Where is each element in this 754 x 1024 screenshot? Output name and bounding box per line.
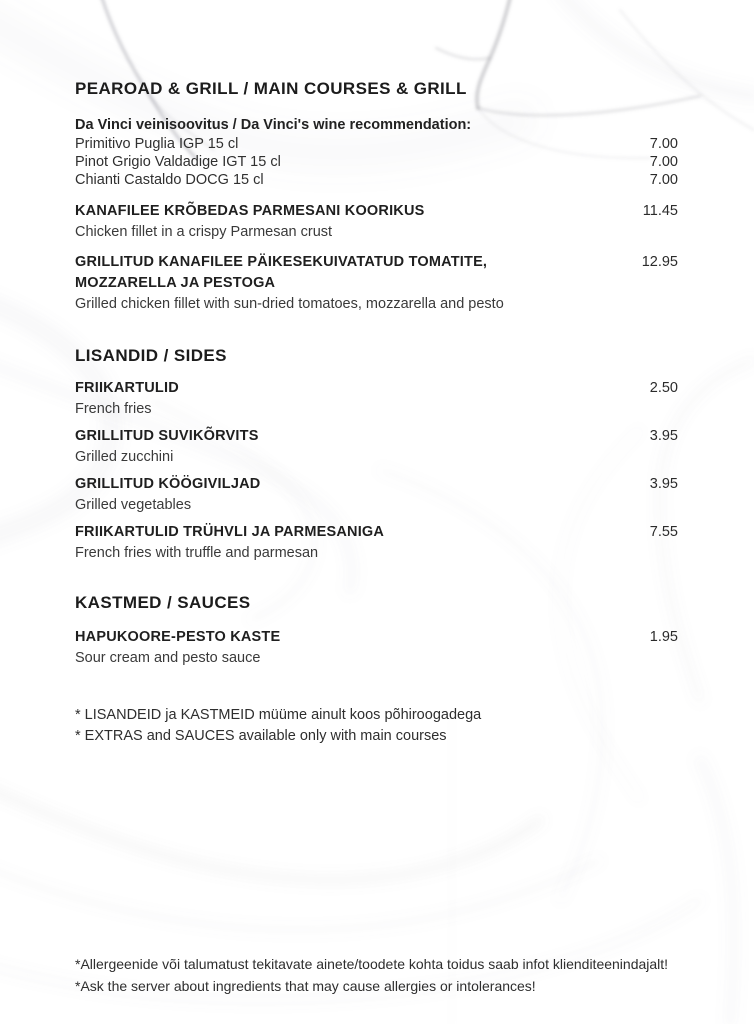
menu-item-header (75, 474, 678, 495)
wine-item-row (75, 171, 678, 189)
menu-item-header (75, 201, 678, 222)
menu-item-name: HAPUKOORE-PESTO KASTE (75, 629, 281, 645)
menu-item-price: 2.50 (649, 380, 678, 396)
extras-note-estonian: * LISANDEID ja KASTMEID müüme ainult koos põhiroogadega (75, 707, 482, 723)
menu-item-price: 1.95 (649, 629, 678, 645)
menu-item (75, 474, 678, 516)
menu-item-description: Sour cream and pesto sauce (75, 650, 261, 666)
menu-item-description: French fries with truffle and parmesan (75, 545, 319, 561)
allergy-note-english: *Ask the server about ingredients that may cause allergies or intolerances! (75, 978, 536, 994)
menu-item (75, 627, 678, 669)
section-title-sides: LISANDID / SIDES (75, 346, 227, 365)
menu-item-header (75, 378, 678, 399)
wine-item-name: Primitivo Puglia IGP 15 cl (75, 136, 239, 152)
menu-item (75, 426, 678, 468)
wine-item-name: Pinot Grigio Valdadige IGT 15 cl (75, 154, 281, 170)
menu-item (75, 522, 678, 564)
menu-content (75, 79, 678, 997)
menu-item-header (75, 627, 678, 648)
menu-item-description: Grilled zucchini (75, 449, 174, 465)
allergy-note-estonian: *Allergeenide või talumatust tekitavate ainete/toodete kohta toidus saab infot klienditeenindajalt! (75, 956, 669, 972)
wine-item-price: 7.00 (649, 172, 678, 188)
menu-item (75, 378, 678, 420)
menu-item-header (75, 252, 678, 294)
menu-item-name: FRIIKARTULID TRÜHVLI JA PARMESANIGA (75, 524, 385, 540)
menu-item-price: 3.95 (649, 428, 678, 444)
section-title-sauces: KASTMED / SAUCES (75, 593, 251, 612)
section-title-main-courses: PEAROAD & GRILL / MAIN COURSES & GRILL (75, 79, 467, 98)
menu-item (75, 252, 678, 315)
menu-item-description: Grilled chicken fillet with sun-dried tomatoes, mozzarella and pesto (75, 296, 504, 312)
wine-recommendation-block (75, 116, 678, 189)
wine-recommendation-heading: Da Vinci veinisoovitus / Da Vinci's wine recommendation: (75, 117, 472, 133)
menu-item-price: 12.95 (641, 254, 678, 270)
menu-item-header (75, 426, 678, 447)
section-sauces (75, 593, 678, 669)
menu-item-name: GRILLITUD SUVIKÕRVITS (75, 428, 259, 444)
wine-item-price: 7.00 (649, 136, 678, 152)
menu-item-price: 11.45 (642, 203, 678, 219)
menu-item-header (75, 522, 678, 543)
wine-item-name: Chianti Castaldo DOCG 15 cl (75, 172, 264, 188)
extras-note-english: * EXTRAS and SAUCES available only with main courses (75, 728, 447, 744)
menu-item-price: 3.95 (649, 476, 678, 492)
menu-item-description: Grilled vegetables (75, 497, 192, 513)
menu-item-price: 7.55 (649, 524, 678, 540)
wine-item-row (75, 153, 678, 171)
menu-item-name: KANAFILEE KRÕBEDAS PARMESANI KOORIKUS (75, 203, 425, 219)
menu-item-description: French fries (75, 401, 152, 417)
section-sides (75, 346, 678, 564)
wine-item-price: 7.00 (649, 154, 678, 170)
menu-item-name: FRIIKARTULID (75, 380, 179, 396)
section-main-courses (75, 79, 678, 315)
menu-item-description: Chicken fillet in a crispy Parmesan crust (75, 224, 333, 240)
menu-item-name: GRILLITUD KANAFILEE PÄIKESEKUIVATATUD TOMATITE, MOZZARELLA JA PESTOGA (75, 254, 488, 291)
extras-note-block (75, 705, 678, 747)
menu-item-name: GRILLITUD KÖÖGIVILJAD (75, 476, 261, 492)
allergy-note-block (75, 953, 678, 997)
menu-item (75, 201, 678, 243)
wine-item-row (75, 135, 678, 153)
